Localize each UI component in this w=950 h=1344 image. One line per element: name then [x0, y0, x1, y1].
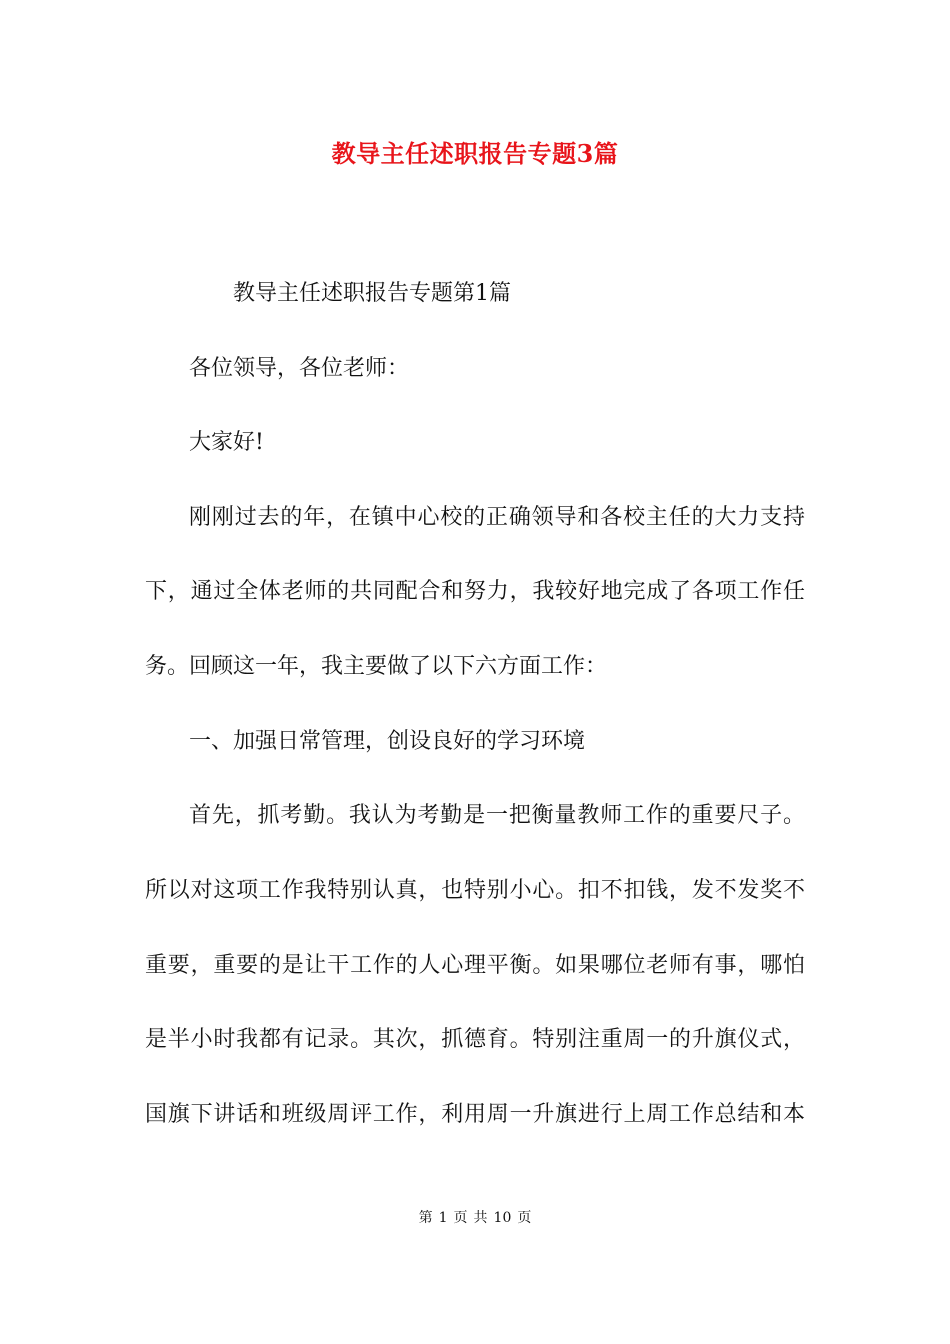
footer-total-unit: 页 [517, 1210, 532, 1226]
body-line: 务。回顾这一年，我主要做了以下六方面工作： [145, 654, 608, 679]
body-line: 首先，抓考勤。我认为考勤是一把衡量教师工作的重要尺子。 [189, 803, 805, 828]
footer-page-unit: 页 [453, 1210, 468, 1226]
footer-prefix: 第 [418, 1210, 433, 1226]
subsection-heading: 一、加强日常管理，创设良好的学习环境 [189, 729, 586, 754]
page-number: 1 [438, 1210, 448, 1226]
greeting: 大家好! [189, 430, 264, 455]
body-line: 所以对这项工作我特别认真，也特别小心。扣不扣钱，发不发奖不 [145, 878, 805, 903]
body-line: 刚刚过去的年，在镇中心校的正确领导和各校主任的大力支持 [189, 505, 805, 530]
body-line: 是半小时我都有记录。其次，抓德育。特别注重周一的升旗仪式， [145, 1027, 805, 1052]
salutation: 各位领导，各位老师： [189, 356, 410, 381]
body-line: 国旗下讲话和班级周评工作，利用周一升旗进行上周工作总结和本 [145, 1102, 805, 1127]
body-line: 重要，重要的是让干工作的人心理平衡。如果哪位老师有事，哪怕 [145, 953, 805, 978]
section-heading: 教导主任述职报告专题第1篇 [233, 281, 511, 306]
footer-total-prefix: 共 [473, 1210, 488, 1226]
page-footer [0, 1208, 950, 1228]
document-title: 教导主任述职报告专题3篇 [331, 139, 619, 168]
total-pages: 10 [493, 1210, 512, 1226]
body-line: 下，通过全体老师的共同配合和努力，我较好地完成了各项工作任 [145, 579, 805, 604]
